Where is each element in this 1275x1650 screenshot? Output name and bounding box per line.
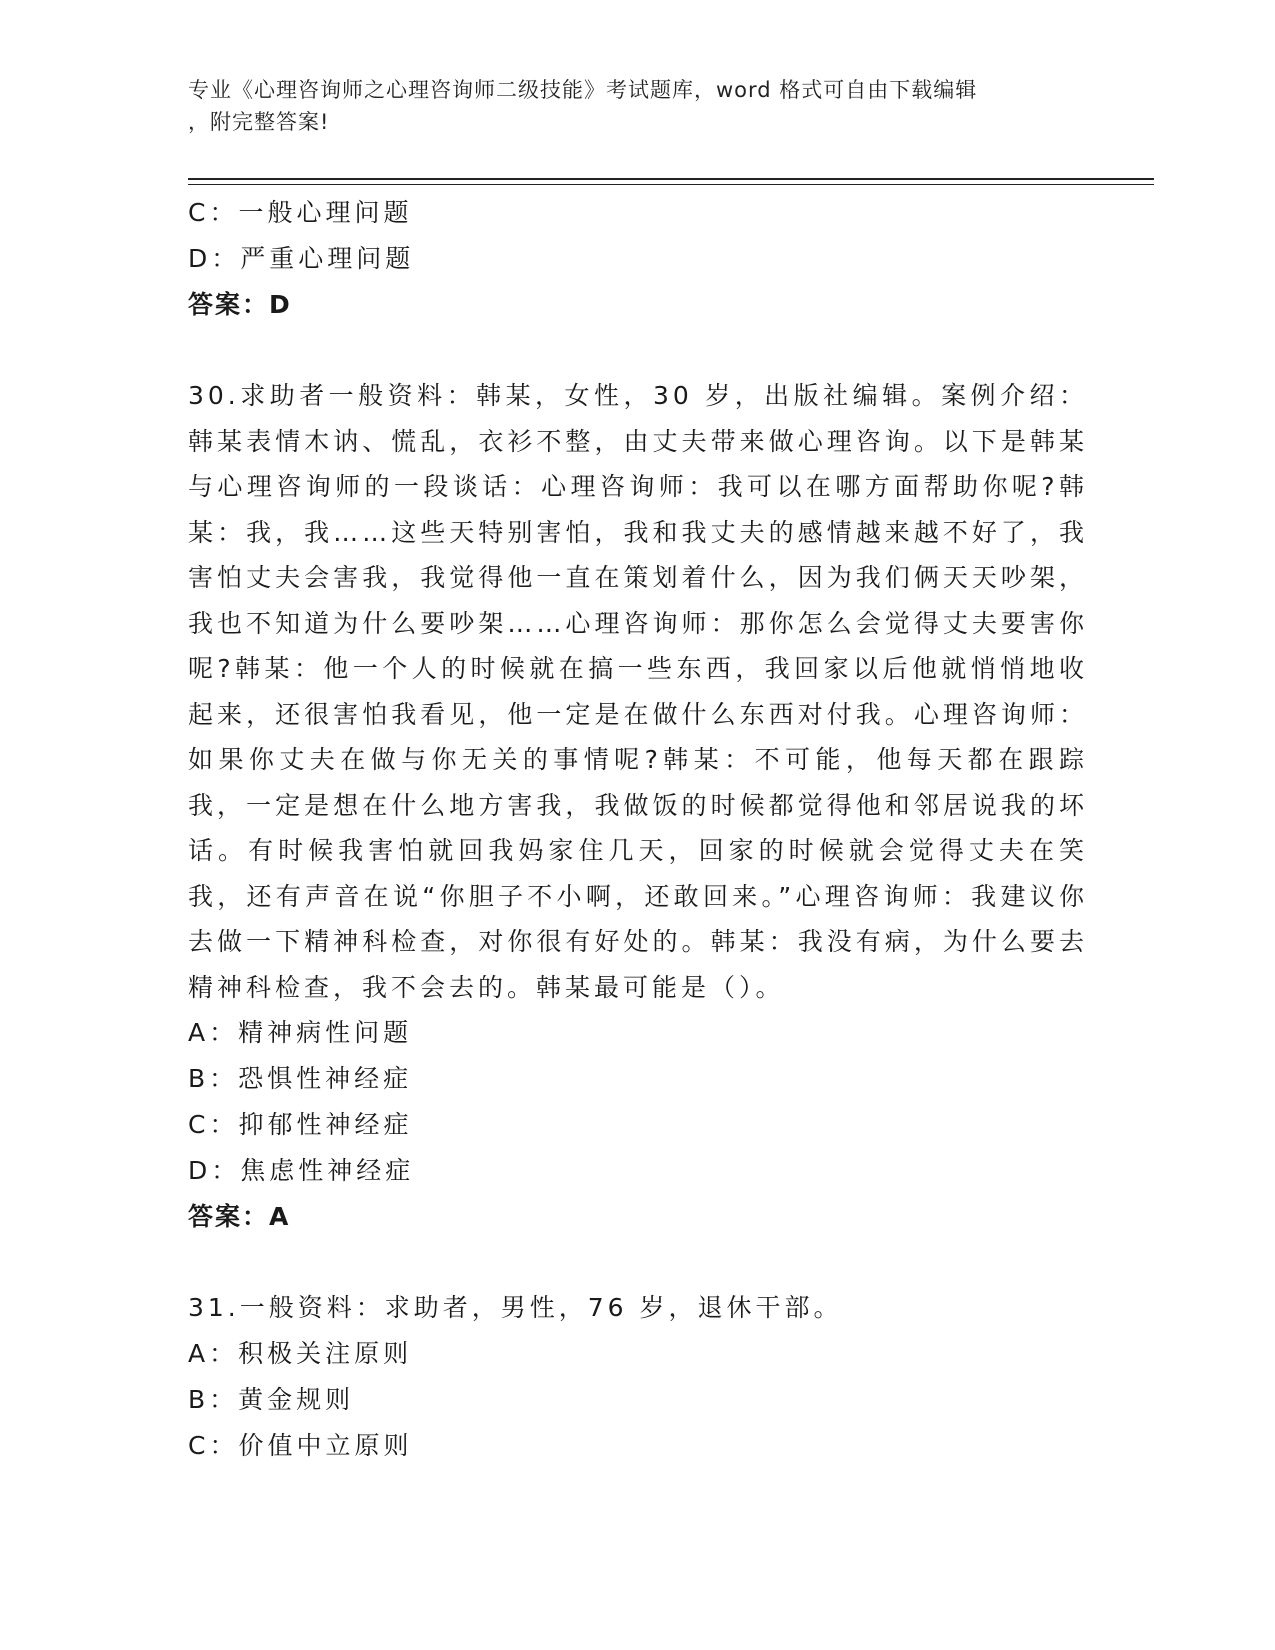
q31-option-c: C：价值中立原则 (188, 1431, 413, 1460)
q30-answer: 答案：A (188, 1202, 291, 1231)
q31-stem: 31.一般资料：求助者，男性，76 岁，退休干部。 (188, 1293, 843, 1322)
header-title-line-1: 专业《心理咨询师之心理咨询师二级技能》考试题库，word 格式可自由下载编辑 (188, 78, 978, 102)
document-body (188, 190, 1108, 1469)
header-title-line-2: ，附完整答案! (188, 110, 330, 134)
q31-option-b: B：黄金规则 (188, 1385, 355, 1414)
header-divider-thick (188, 178, 1154, 180)
spacer (188, 328, 1108, 373)
question-31 (188, 1285, 1108, 1469)
q30-option-d: D：焦虑性神经症 (188, 1156, 415, 1185)
q29-answer: 答案：D (188, 290, 292, 319)
q30-option-c: C：抑郁性神经症 (188, 1110, 413, 1139)
q29-option-d: D：严重心理问题 (188, 244, 415, 273)
q30-stem: 30.求助者一般资料：韩某，女性，30 岁，出版社编辑。案例介绍：韩某表情木讷、慌乱，衣衫不整，由丈夫带来做心理咨询。以下是韩某与心理咨询师的一段谈话：心理咨询师：我可以在哪方面帮助你呢?韩某：我，我……这些天特别害怕，我和我丈夫的感情越来越不好了，我害怕丈夫会害我，我觉得他一直在策划着什么，因为我们俩天天吵架，我也不知道为什么要吵架……心理咨询师：那你怎么会觉得丈夫要害你呢?韩某：他一个人的时候就在搞一些东西，我回家以后他就悄悄地收起来，还很害怕我看见，他一定是在做什么东西对付我。心理咨询师：如果你丈夫在做与你无关的事情呢?韩某：不可能，他每天都在跟踪我，一定是想在什么地方害我，我做饭的时候都觉得他和邻居说我的坏话。有时候我害怕就回我妈家住几天，回家的时候就会觉得丈夫在笑我，还有声音在说“你胆子不小啊，还敢回来。”心理咨询师：我建议你去做一下精神科检查，对你很有好处的。韩某：我没有病，为什么要去精神科检查，我不会去的。韩某最可能是（）。 (188, 381, 1088, 1002)
question-29-tail (188, 190, 1108, 328)
q30-option-a: A：精神病性问题 (188, 1018, 413, 1047)
q31-option-a: A：积极关注原则 (188, 1339, 413, 1368)
page-header (188, 74, 1088, 138)
header-divider-thin (188, 184, 1154, 185)
q30-option-b: B：恐惧性神经症 (188, 1064, 413, 1093)
spacer (188, 1240, 1108, 1285)
q29-option-c: C：一般心理问题 (188, 198, 413, 227)
question-30 (188, 373, 1108, 1240)
